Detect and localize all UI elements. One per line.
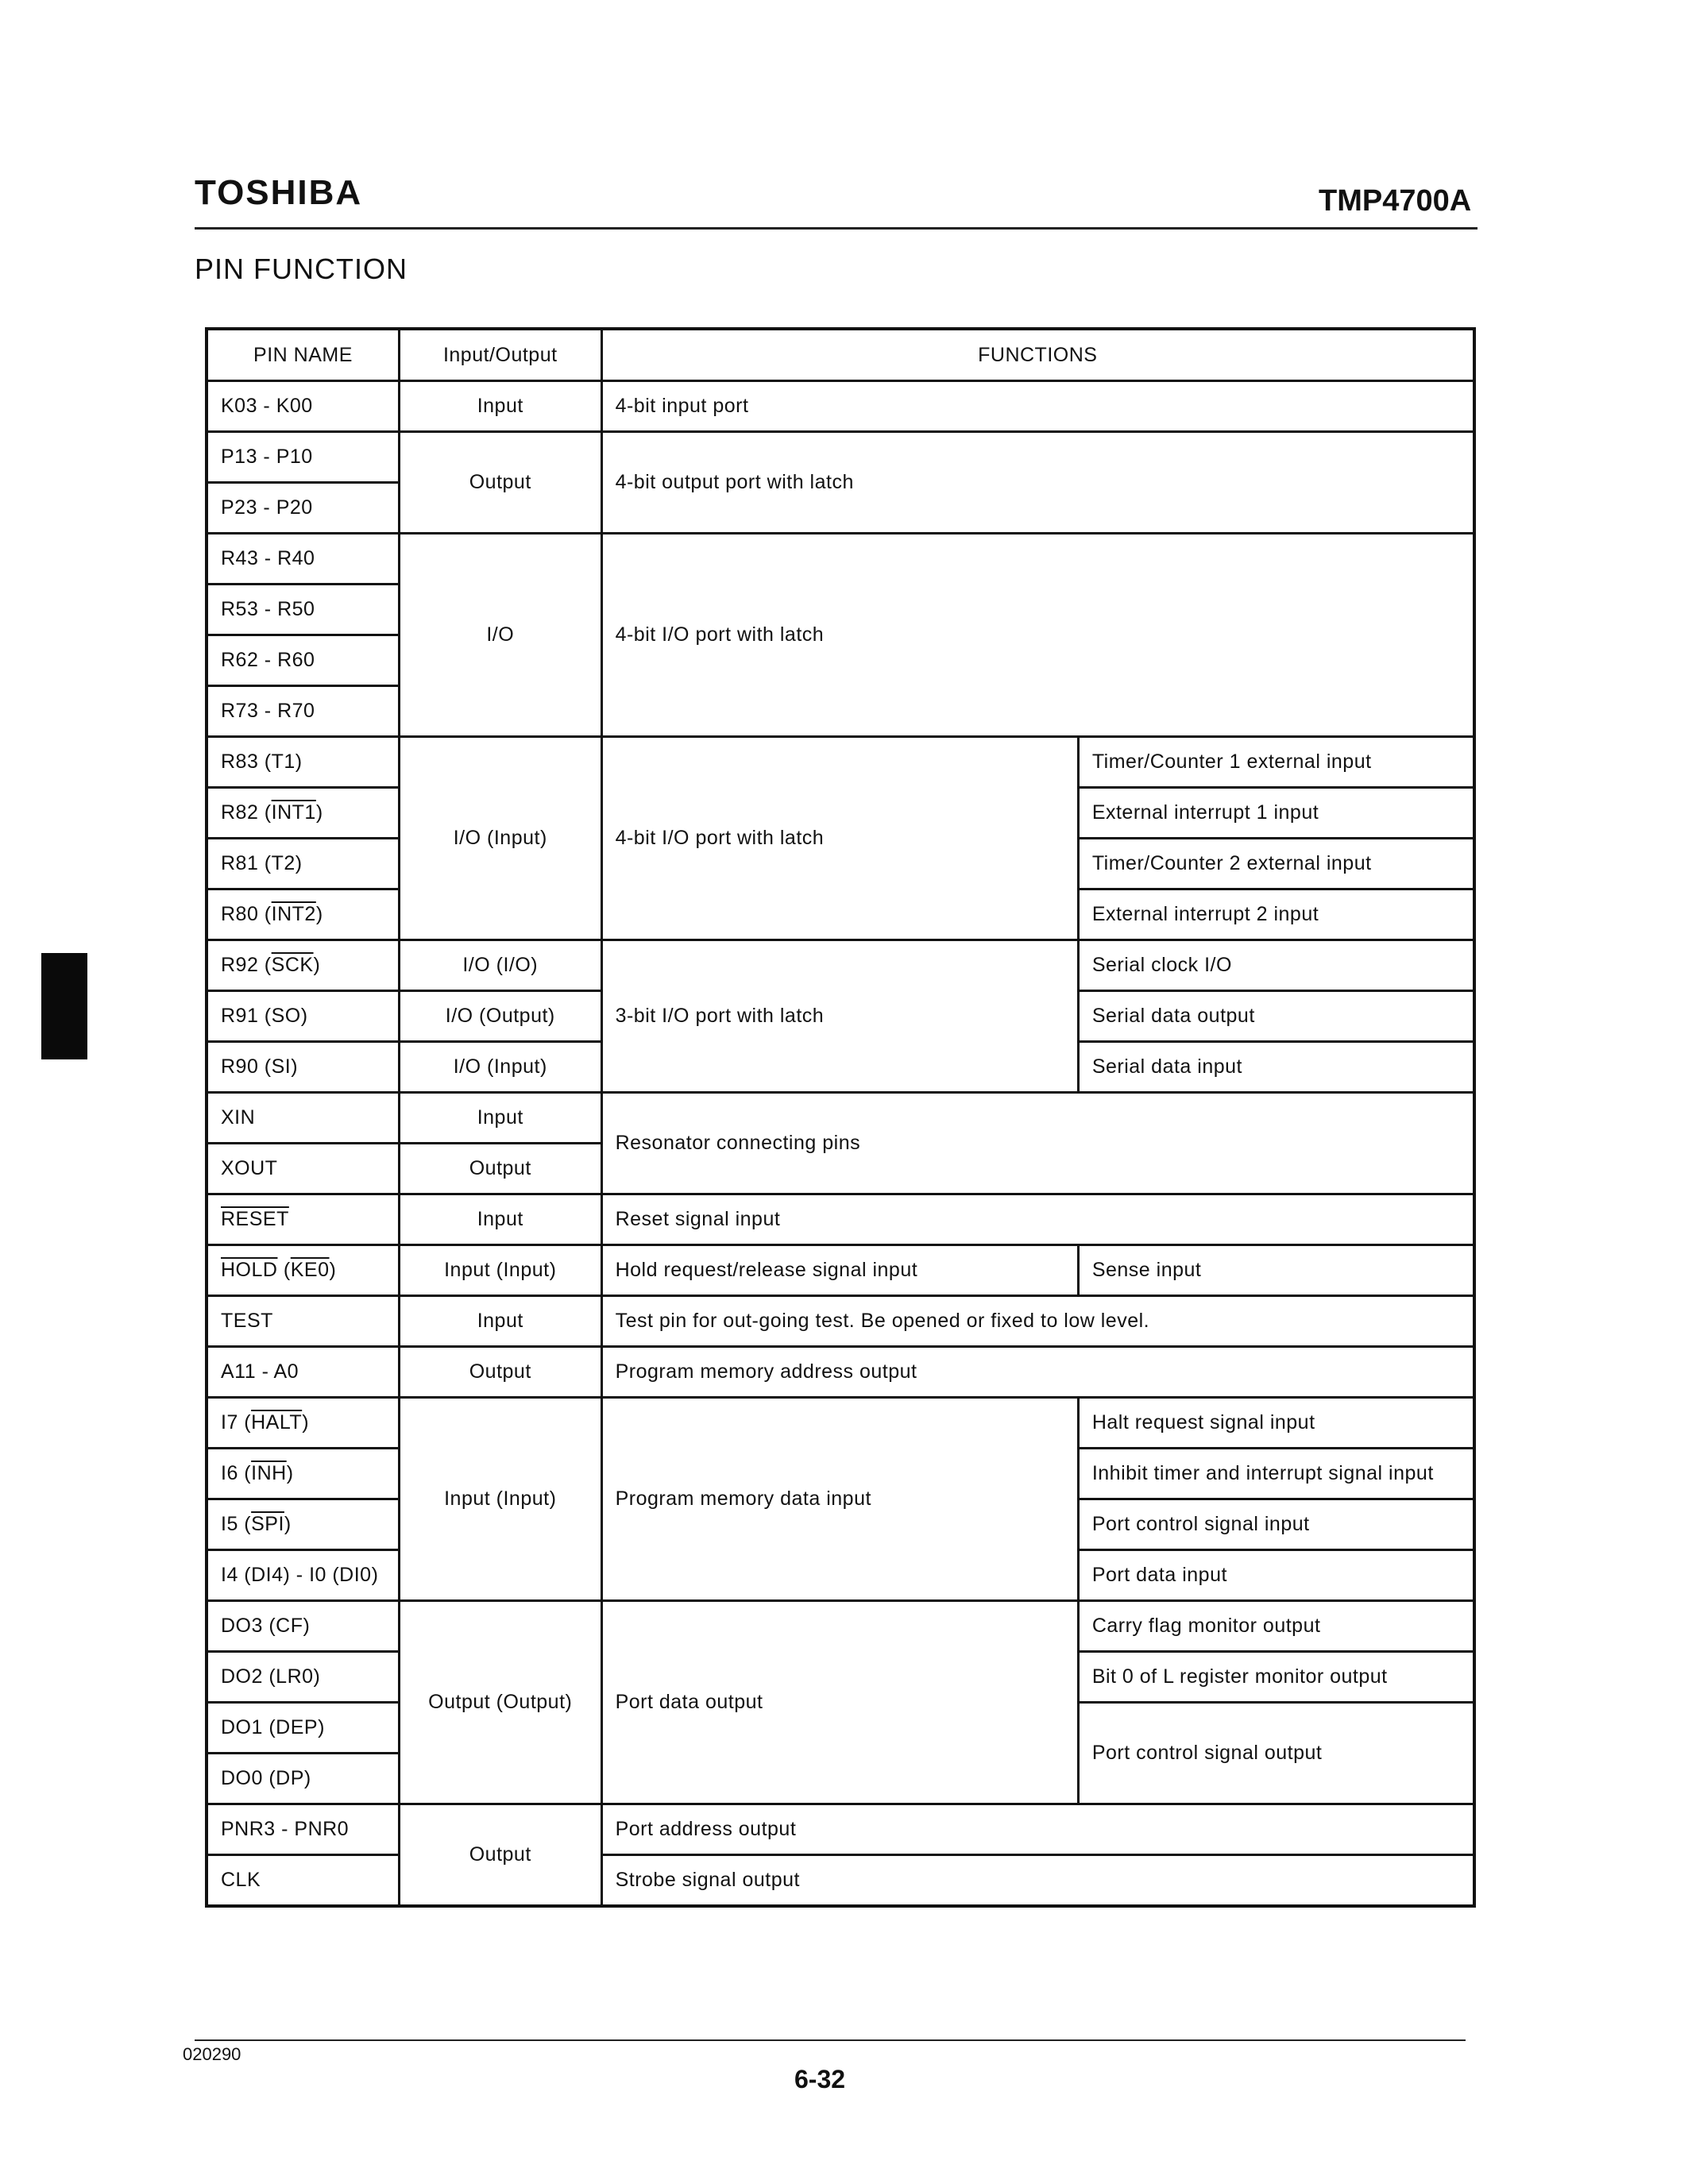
table-row — [207, 432, 1474, 483]
pin-sub-function: Sense input — [1078, 1245, 1474, 1296]
pin-name: I5 $(\overline{SPI})$ — [207, 1499, 399, 1550]
pin-function: 4-bit output port with latch — [601, 432, 1474, 534]
table-row — [207, 1245, 1474, 1296]
table-row — [207, 1601, 1474, 1652]
pin-name: DO1 (DEP) — [207, 1703, 399, 1754]
pin-io: I/O (Input) — [399, 737, 601, 940]
pin-name: I4 (DI4) - I0 (DI0) — [207, 1550, 399, 1601]
pin-name: R90 (SI) — [207, 1042, 399, 1093]
section-title: PIN FUNCTION — [195, 253, 408, 285]
pin-io: Input — [399, 1194, 601, 1245]
pin-name: I6 $(\overline{INH})$ — [207, 1449, 399, 1499]
pin-function: Test pin for out-going test. Be opened or fixed to low level. — [601, 1296, 1474, 1347]
table-header-row — [207, 329, 1474, 381]
pin-io: I/O (I/O) — [399, 940, 601, 991]
table-row — [207, 381, 1474, 432]
col-header-io: Input/Output — [399, 329, 601, 381]
pin-io: Input — [399, 1093, 601, 1144]
pin-function: 4-bit I/O port with latch — [601, 737, 1078, 940]
pin-sub-function: Carry flag monitor output — [1078, 1601, 1474, 1652]
pin-name: XIN — [207, 1093, 399, 1144]
pin-function: Program memory data input — [601, 1398, 1078, 1601]
pin-sub-function: Serial clock I/O — [1078, 940, 1474, 991]
pin-function: Program memory address output — [601, 1347, 1474, 1398]
table-row — [207, 1398, 1474, 1449]
pin-name: CLK — [207, 1855, 399, 1907]
pin-io: I/O (Input) — [399, 1042, 601, 1093]
pin-name: I7 (HALT) — [207, 1398, 399, 1449]
pin-function: Port address output — [601, 1804, 1474, 1855]
pin-sub-function: Bit 0 of L register monitor output — [1078, 1652, 1474, 1703]
table-row — [207, 1296, 1474, 1347]
table-row — [207, 1855, 1474, 1907]
pin-function: Reset signal input — [601, 1194, 1474, 1245]
page-number: 6-32 — [794, 2065, 846, 2093]
pin-name: P23 - P20 — [207, 483, 399, 534]
pin-function: Resonator connecting pins — [601, 1093, 1474, 1194]
part-number: TMP4700A — [1319, 184, 1472, 218]
pin-name: DO0 (DP) — [207, 1754, 399, 1804]
pin-sub-function: Timer/Counter 2 external input — [1078, 839, 1474, 889]
pin-name: DO2 (LR0) — [207, 1652, 399, 1703]
pin-function-table — [205, 327, 1476, 1908]
pin-name: R83 (T1) — [207, 737, 399, 788]
side-index-tab — [41, 953, 87, 1059]
pin-sub-function: External interrupt 1 input — [1078, 788, 1474, 839]
table-row — [207, 1194, 1474, 1245]
pin-function: 4-bit I/O port with latch — [601, 534, 1474, 737]
pin-sub-function: Serial data output — [1078, 991, 1474, 1042]
pin-io: Output — [399, 1144, 601, 1194]
pin-sub-function: Serial data input — [1078, 1042, 1474, 1093]
pin-io: I/O — [399, 534, 601, 737]
pin-io: Input (Input) — [399, 1245, 601, 1296]
pin-name: P13 - P10 — [207, 432, 399, 483]
pin-name: HOLD (KE0) — [207, 1245, 399, 1296]
pin-sub-function: Port control signal input — [1078, 1499, 1474, 1550]
table-row — [207, 1347, 1474, 1398]
pin-sub-function: Port data input — [1078, 1550, 1474, 1601]
pin-name: R81 (T2) — [207, 839, 399, 889]
pin-name: R82 (INT1) — [207, 788, 399, 839]
pin-io: Input — [399, 381, 601, 432]
pin-name: K03 - K00 — [207, 381, 399, 432]
pin-name: PNR3 - PNR0 — [207, 1804, 399, 1855]
pin-function: 3-bit I/O port with latch — [601, 940, 1078, 1093]
pin-sub-function: Timer/Counter 1 external input — [1078, 737, 1474, 788]
pin-io: Output — [399, 1347, 601, 1398]
col-header-functions: FUNCTIONS — [601, 329, 1474, 381]
table-row — [207, 1804, 1474, 1855]
pin-name: DO3 (CF) — [207, 1601, 399, 1652]
pin-name: R91 (SO) — [207, 991, 399, 1042]
pin-name: R80 (INT2) — [207, 889, 399, 940]
brand-logo: TOSHIBA — [195, 173, 363, 212]
col-header-pin-name: PIN NAME — [207, 329, 399, 381]
pin-function: 4-bit input port — [601, 381, 1474, 432]
pin-io: Output (Output) — [399, 1601, 601, 1804]
pin-function: Port data output — [601, 1601, 1078, 1804]
header-rule — [195, 227, 1477, 230]
pin-io: Input (Input) — [399, 1398, 601, 1601]
pin-name: A11 - A0 — [207, 1347, 399, 1398]
table-row — [207, 534, 1474, 585]
pin-sub-function: Halt request signal input — [1078, 1398, 1474, 1449]
pin-function: Hold request/release signal input — [601, 1245, 1078, 1296]
pin-function: Strobe signal output — [601, 1855, 1474, 1907]
pin-name: TEST — [207, 1296, 399, 1347]
pin-io: I/O (Output) — [399, 991, 601, 1042]
pin-io: Output — [399, 1804, 601, 1907]
pin-sub-function: Inhibit timer and interrupt signal input — [1078, 1449, 1474, 1499]
pin-name: R43 - R40 — [207, 534, 399, 585]
table-row — [207, 940, 1474, 991]
footer-rule — [195, 2039, 1466, 2041]
pin-name: R53 - R50 — [207, 585, 399, 635]
pin-name: RESET — [207, 1194, 399, 1245]
pin-sub-function: Port control signal output — [1078, 1703, 1474, 1804]
pin-io: Output — [399, 432, 601, 534]
pin-name: R73 - R70 — [207, 686, 399, 737]
pin-sub-function: External interrupt 2 input — [1078, 889, 1474, 940]
pin-name: R92 $(\overline{SCK})$ — [207, 940, 399, 991]
footer-code: 020290 — [183, 2044, 241, 2064]
pin-io: Input — [399, 1296, 601, 1347]
pin-name: R62 - R60 — [207, 635, 399, 686]
pin-name: XOUT — [207, 1144, 399, 1194]
table-row — [207, 737, 1474, 788]
table-row — [207, 1093, 1474, 1144]
